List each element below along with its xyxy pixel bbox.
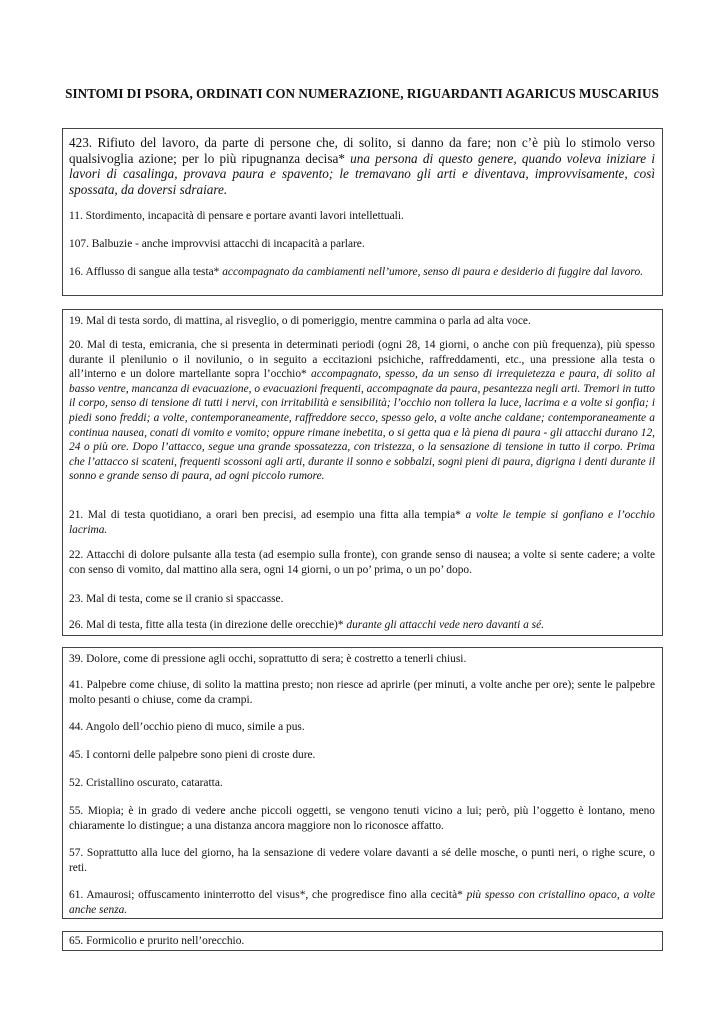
symptom-box xyxy=(62,647,663,919)
symptom-entry xyxy=(69,804,655,833)
entry-text: 61. Amaurosi; offuscamento ininterrotto del visus*, che progredisce fino alla cecità* xyxy=(69,889,463,901)
symptom-entry xyxy=(69,720,655,735)
entry-text: 107. Balbuzie - anche improvvisi attacchi di incapacità a parlare. xyxy=(69,238,365,250)
symptom-entry xyxy=(69,748,655,763)
symptom-entry xyxy=(69,888,655,917)
symptom-entry xyxy=(69,314,655,329)
entry-text: 19. Mal di testa sordo, di mattina, al risveglio, o di pomeriggio, mentre cammina o parla ad alta voce. xyxy=(69,315,531,327)
entry-text: 39. Dolore, come di pressione agli occhi, soprattutto di sera; è costretto a tenerli chiusi. xyxy=(69,653,467,665)
entry-note: durante gli attacchi vede nero davanti a sé. xyxy=(343,619,544,631)
symptom-box xyxy=(62,128,663,296)
entry-text: 23. Mal di testa, come se il cranio si spaccasse. xyxy=(69,593,284,605)
symptom-box xyxy=(62,309,663,636)
symptom-entry xyxy=(69,338,655,484)
symptom-entry xyxy=(69,548,655,577)
entry-text: 41. Palpebre come chiuse, di solito la mattina presto; non riesce ad aprirle (per minuti, a volte anche per ore); sente le palpebre molto pesanti o chiuse, come da crampi. xyxy=(69,679,655,706)
entry-text: 26. Mal di testa, fitte alla testa (in direzione delle orecchie)* xyxy=(69,619,344,631)
entry-text: 22. Attacchi di dolore pulsante alla testa (ad esempio sulla fronte), con grande senso di nausea; a volte si sente cadere; a volte con senso di vomito, dal mattino alla sera, ogni 14 giorni, o un po’ prima, o un po’ dopo. xyxy=(69,549,655,576)
symptom-entry xyxy=(69,618,655,633)
symptom-entry xyxy=(69,678,655,707)
symptom-entry xyxy=(69,652,655,667)
entry-text: 44. Angolo dell’occhio pieno di muco, simile a pus. xyxy=(69,721,305,733)
entry-text: 20. Mal di testa, emicrania, che si presenta in determinati periodi (ogni 28, 14 giorni, o anche con più frequenza), più spesso durante il plenilunio o il novilunio, o in seguito a eccitazioni psichiche, raffreddamenti, etc., una pressione alla testa o all’interno e un dolore martellante sopra l’occhio* xyxy=(69,339,655,381)
entry-note: accompagnato da cambiamenti nell’umore, senso di paura e desiderio di fuggire dal lavoro. xyxy=(219,266,643,278)
entry-text: 55. Miopia; è in grado di vedere anche piccoli oggetti, se vengono tenuti vicino a lui; però, più l’oggetto è lontano, meno chiaramente lo distingue; a una distanza ancora maggiore non lo riconosce affatto. xyxy=(69,805,655,832)
symptom-entry xyxy=(69,592,655,607)
entry-note: più spesso con cristallino opaco, a volte anche senza. xyxy=(69,889,656,916)
entry-note: una persona di questo genere, quando voleva iniziare i lavori di casalinga, provava paura e spavento; le tremavano gli arti e diventava, improvvisamente, così spossata, da doversi sdraiare. xyxy=(69,150,655,197)
symptom-entry xyxy=(69,209,655,224)
entry-text: 57. Soprattutto alla luce del giorno, ha la sensazione di vedere volare davanti a sé delle mosche, o punti neri, o righe scure, o reti. xyxy=(69,847,655,874)
page-title: SINTOMI DI PSORA, ORDINATI CON NUMERAZIONE, RIGUARDANTI AGARICUS MUSCARIUS xyxy=(65,86,659,101)
symptom-entry xyxy=(69,265,655,280)
entry-text: 21. Mal di testa quotidiano, a orari ben precisi, ad esempio una fitta alla tempia* xyxy=(69,509,461,521)
symptom-entry xyxy=(69,846,655,875)
entry-text: 65. Formicolio e prurito nell’orecchio. xyxy=(69,935,245,947)
symptom-box xyxy=(62,931,663,951)
entry-note: a volte le tempie si gonfiano e l’occhio lacrima. xyxy=(69,509,656,536)
symptom-entry xyxy=(69,237,655,252)
entry-text: 16. Afflusso di sangue alla testa* xyxy=(69,266,220,278)
symptom-entry xyxy=(69,135,655,197)
entry-text: 45. I contorni delle palpebre sono pieni di croste dure. xyxy=(69,749,316,761)
entry-text: 423. Rifiuto del lavoro, da parte di persone che, di solito, si danno da fare; non c’è più lo stimolo verso qualsivoglia azione; per lo più ripugnanza decisa* xyxy=(69,135,655,166)
entry-text: 11. Stordimento, incapacità di pensare e portare avanti lavori intellettuali. xyxy=(69,210,404,222)
entry-text: 52. Cristallino oscurato, cataratta. xyxy=(69,777,223,789)
symptom-entry xyxy=(69,508,655,537)
symptom-entry xyxy=(69,776,655,791)
symptom-entry xyxy=(69,934,655,949)
entry-note: accompagnato, spesso, da un senso di irrequietezza e paura, di solito al basso ventre, mancanza di evacuazione, o evacuazioni frequenti, accompagnate da paura, pesantezza negli arti. Tremori in tutto il corpo, senso di tensione di tutti i nervi, con irritabilità e sensibilità; l’occhio non tollera la luce, lacrima e a volte si gonfia; i piedi sono freddi; a volte, contemporaneamente, raffreddore secco, spesso gelo, a volte anche caldane; contemporaneamente a continua nausea, conati di vomito e vomito; oppure rimane inebetita, o si getta qua e là piena di paura - gli attacchi durano 12, 24 o più ore. Dopo l’attacco, segue una grande spossatezza, con tristezza, o la sensazione di tensione in tutto il corpo. Prima che l’attacco si scateni, frequenti scossoni agli arti, durante il sonno e sobbalzi, sogni pieni di paura, digrigna i denti durante il sonno e grande senso di paura, ad ogni piccolo rumore. xyxy=(69,368,655,483)
